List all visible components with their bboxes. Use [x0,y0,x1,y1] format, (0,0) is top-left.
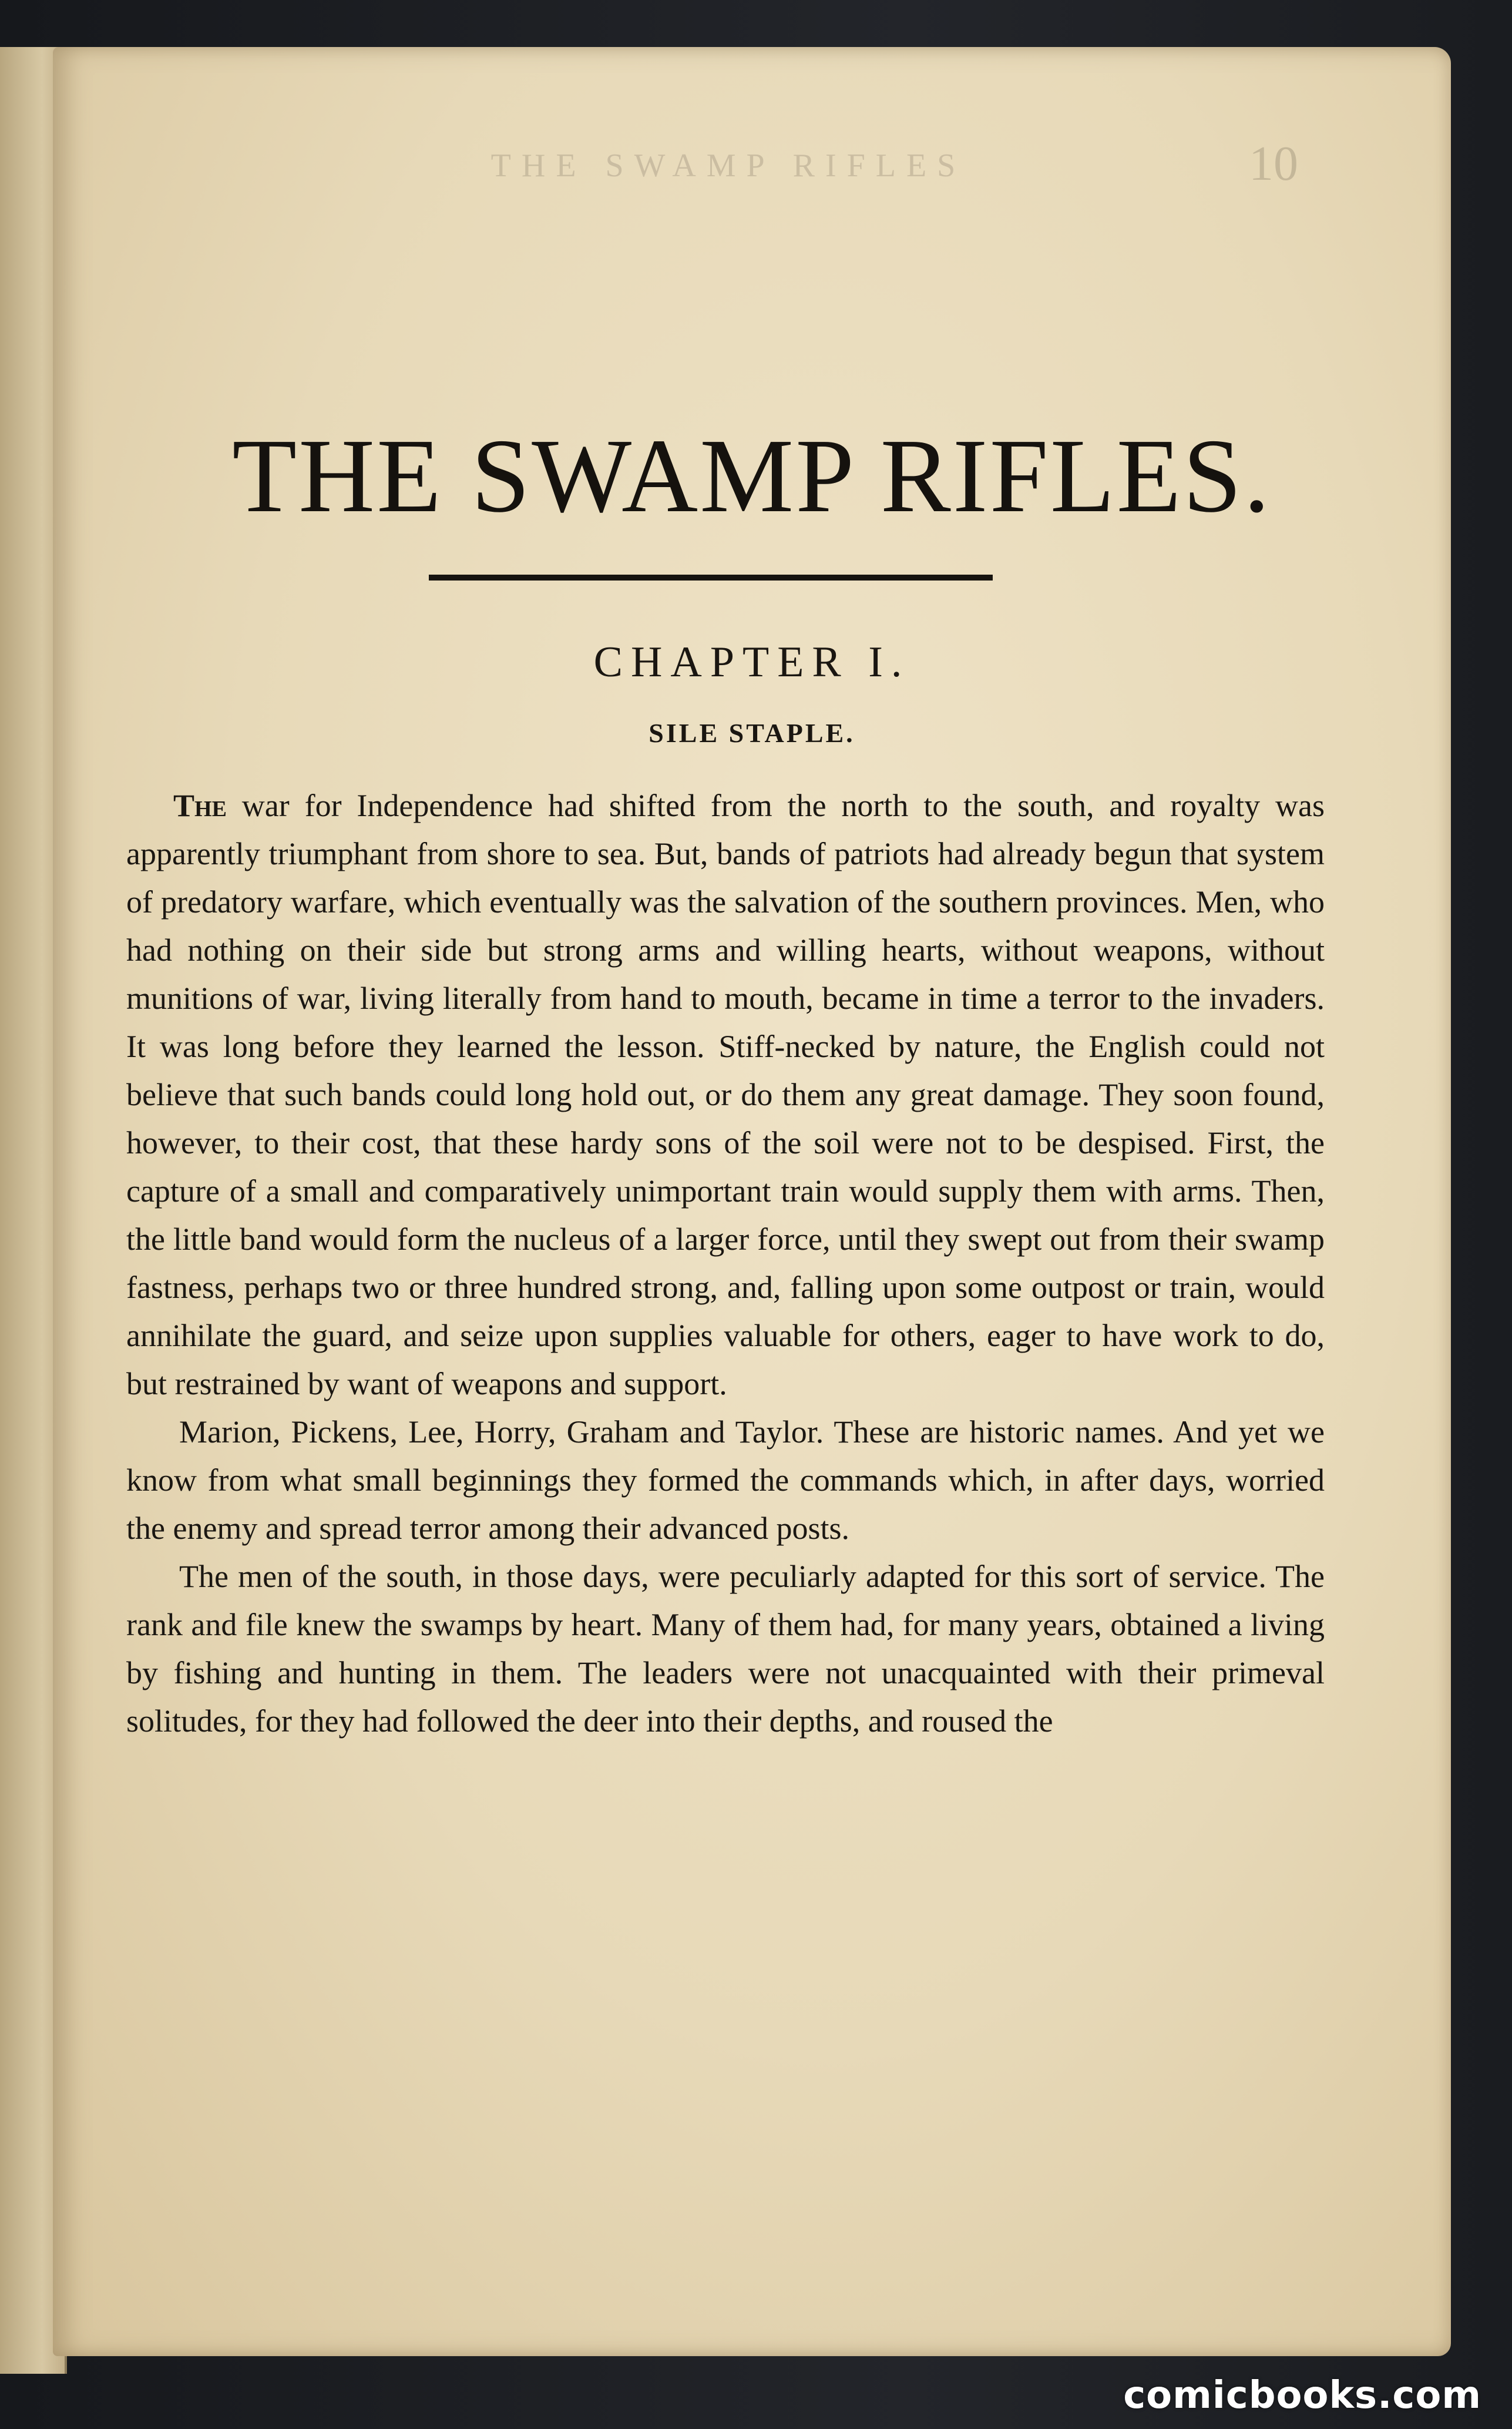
chapter-heading: CHAPTER I. [593,638,910,686]
paragraph-3 [126,1552,1325,1745]
paragraph-2 [126,1408,1325,1552]
book-title: THE SWAMP RIFLES. [232,417,1272,534]
paragraph-3-text: The men of the south, in those days, were peculiarly adapted for this sort of service. The rank and file knew the swamps by heart. Many of them had, for many years, obtained a living by fishing and hunting in them. The leaders were not unacquainted with their primeval solitudes, for they had followed the deer into their depths, and roused the [126,1559,1325,1739]
paragraph-2-text: Marion, Pickens, Lee, Horry, Graham and Taylor. These are historic names. And yet we know from what small beginnings they formed the commands which, in after days, worried the enemy and spread terror among their advanced posts. [126,1414,1325,1546]
paragraph-1 [126,781,1325,1408]
body-text [126,781,1325,1745]
title-divider-rule [429,575,993,581]
paragraph-1-text: war for Independence had shifted from the north to the south, and royalty was apparently triumphant from shore to sea. But, bands of patriots had already begun that system of predatory warfare, which eventually was the salvation of the southern provinces. Men, who had nothing on their side but strong arms and willing hearts, without weapons, without munitions of war, living literally from hand to mouth, became in time a terror to the invaders. It was long before they learned the lesson. Stiff-necked by nature, the English could not believe that such bands could long hold out, or do them any great damage. They soon found, however, to their cost, that these hardy sons of the soil were not to be despised. First, the capture of a small and comparatively unimportant train would supply them with arms. Then, the little band would form the nucleus of a larger force, until they swept out from their swamp fastness, perhaps two or three hundred strong, and, falling upon some outpost or train, would annihilate the guard, and seize upon supplies valuable for others, eager to have work to do, but restrained by want of weapons and support. [126,788,1325,1401]
paragraph-1-lead-word: The [173,788,227,823]
chapter-subtitle: SILE STAPLE. [649,718,855,748]
bleed-through-running-header: THE SWAMP RIFLES [490,147,966,184]
book-page [53,47,1451,2356]
site-watermark: comicbooks.com [1123,2374,1481,2417]
bleed-through-page-number: 10 [1249,136,1298,191]
